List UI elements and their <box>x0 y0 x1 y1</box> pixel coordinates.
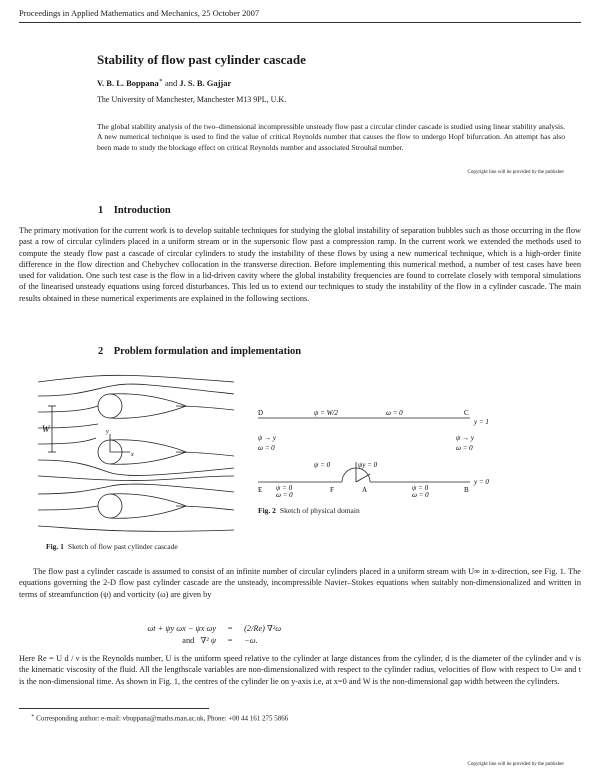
copyright-line-bottom: Copyright line will be provided by the publisher <box>467 762 564 767</box>
cylinder-psiy: ψy = 0 <box>358 461 378 469</box>
abstract: The global stability analysis of the two–dimensional incompressible unsteady flow past a circular clinder cascade is studied using linear stability analysis. A new numerical technique is used to find the value of critical Reynolds number that causes the flow to undergo Hopf bifurcation. An attempt has also been made to study the blockage effect on critical Reynolds number and associated Strouhal number. <box>97 122 565 152</box>
streamline <box>38 375 234 382</box>
equation-2-rhs: −ω. <box>244 636 258 645</box>
figure-2-label: Fig. 2 <box>258 506 276 515</box>
header-rule <box>19 22 581 23</box>
left-psi: ψ → y <box>258 434 276 442</box>
x-axis-label: x <box>131 452 134 458</box>
definitions-paragraph: Here Re = U d / ν is the Reynolds number, U is the uniform speed relative to the cylinder at large distances from the cylinder, d is the diameter of the cylinder and ν is the kinematic viscosity of the fluid. All the lengthscale variables are non-dimensionalized with respect to the cylinder radius, velocities of flow with respect to U∞ and t is the non-dimensional time. As shown in Fig. 1, the centres of the cylinder lie on y-axis i.e, at x=0 and W is the non-dimensional gap width between the cylinders. <box>19 654 581 686</box>
figure-1-caption <box>46 542 178 551</box>
equation-2-relation: = <box>227 636 233 645</box>
corner-B: B <box>464 486 469 494</box>
equation-2-and: and <box>182 636 195 645</box>
corner-E: E <box>258 486 263 494</box>
corner-D: D <box>258 409 264 417</box>
figure-1-label: Fig. 1 <box>46 542 64 551</box>
author-footnote-mark: ∗ <box>158 78 163 84</box>
formulation-paragraph: The flow past a cylinder cascade is assumed to consist of an infinite number of circular cylinders placed in a uniform stream with U∞ in x-direction, see Fig. 1. The equations governing the 2-D flow past cylinder cascade are the unsteady, incompressible Navier–Stokes equations when suitably non-dimensionalized and written in terms of streamfunction (ψ) and vorticity (ω) are given by <box>19 567 581 599</box>
y-axis-label: y <box>106 429 109 435</box>
author-2: J. S. B. Gajjar <box>179 77 232 88</box>
figure-1-caption-text: Sketch of flow past cylinder cascade <box>67 542 178 551</box>
author-1: V. B. L. Boppana <box>97 77 159 88</box>
streamline <box>38 438 96 444</box>
figure-1-cascade-sketch <box>36 366 236 538</box>
y-bottom: y = 0 <box>474 478 489 486</box>
equation-1-relation: = <box>227 624 233 633</box>
equation-1-rhs: (2/Re) ∇²ω <box>244 624 282 633</box>
top-psi: ψ = W/2 <box>314 409 338 417</box>
streamline <box>38 476 234 481</box>
equation-2-lhs: ∇² ψ <box>200 636 216 645</box>
wake-upper <box>110 394 186 419</box>
cylinder-radius <box>356 474 370 482</box>
section-2-heading <box>98 346 301 357</box>
footnote-text: Corresponding author: e-mail: vboppana@maths.man.ac.uk, Phone: +00 44 161 275 5866 <box>36 714 289 723</box>
streamline <box>38 506 98 510</box>
bottom-left-omega: ω = 0 <box>276 491 293 498</box>
wake-lower <box>110 494 186 519</box>
footnote-mark: ∗ <box>31 714 35 719</box>
section-1-title: Introduction <box>113 205 171 216</box>
figure-2-caption <box>258 506 360 515</box>
w-label: W <box>42 424 50 434</box>
streamline <box>38 406 98 412</box>
point-A: A <box>362 486 368 494</box>
section-1-text: The primary motivation for the current work is to develop suitable techniques for studying the global instability of separation bubbles such as those occurring in the flow past a row of circular cylinders placed in a uniform stream or in the supersonic flow past a compression ramp. In the current work we extended the methods used to compute the steady flow past a cascade of circular cylinders to study the instability of these flows by using a new numerical technique, which is a high-order finite difference in the flow direction and Chebychev collocation in the transverse direction. Before implementing this numerical method, a number of test cases have been used for validation. One such test case is the flow in a lid-driven cavity where the global instability frequencies are found to correlate closely with temporal simulations of the linearised unsteady equations using forced disturbances. This led us to extend our techniques to study the instability of the flow in a cylinder cascade. The main results obtained in these numerical experiments are explained in the following sections. <box>19 226 581 303</box>
affiliation: The University of Manchester, Manchester M13 9PL, U.K. <box>97 95 287 104</box>
section-2-number: 2 <box>98 346 104 357</box>
cylinder-lower <box>98 494 122 518</box>
right-omega: ω = 0 <box>456 444 473 452</box>
section-2-title: Problem formulation and implementation <box>113 346 302 357</box>
streamline <box>38 526 234 531</box>
author-separator: and <box>164 77 178 88</box>
right-psi: ψ → y <box>456 434 474 442</box>
bottom-left-psi: ψ = 0 <box>276 484 293 492</box>
footnote <box>31 713 288 722</box>
equation-2-lhs-group <box>102 635 216 645</box>
point-F: F <box>330 486 334 494</box>
copyright-line-top: Copyright line will be provided by the publisher <box>467 170 564 175</box>
figure-2-domain-sketch <box>250 404 500 498</box>
left-omega: ω = 0 <box>258 444 275 452</box>
equation-1 <box>102 623 352 633</box>
y-top: y = 1 <box>474 418 489 426</box>
section-1-heading <box>98 205 171 216</box>
equation-2 <box>102 635 352 645</box>
cylinder-upper <box>98 394 122 418</box>
section-1-number: 1 <box>98 205 104 216</box>
equation-1-lhs: ωt + ψy ωx − ψx ωy <box>147 624 216 633</box>
authors <box>97 77 231 88</box>
corner-C: C <box>464 409 469 417</box>
paper-title: Stability of flow past cylinder cascade <box>97 52 306 67</box>
bottom-right-psi: ψ = 0 <box>412 484 429 492</box>
footnote-rule <box>19 708 209 709</box>
bottom-right-omega: ω = 0 <box>412 491 429 498</box>
streamline <box>38 460 234 475</box>
running-head: Proceedings in Applied Mathematics and Mechanics, 25 October 2007 <box>19 8 260 18</box>
streamline <box>38 484 234 494</box>
top-omega: ω = 0 <box>386 409 403 417</box>
cylinder-psi: ψ = 0 <box>314 461 331 469</box>
figure-2-caption-text: Sketch of physical domain <box>279 506 360 515</box>
